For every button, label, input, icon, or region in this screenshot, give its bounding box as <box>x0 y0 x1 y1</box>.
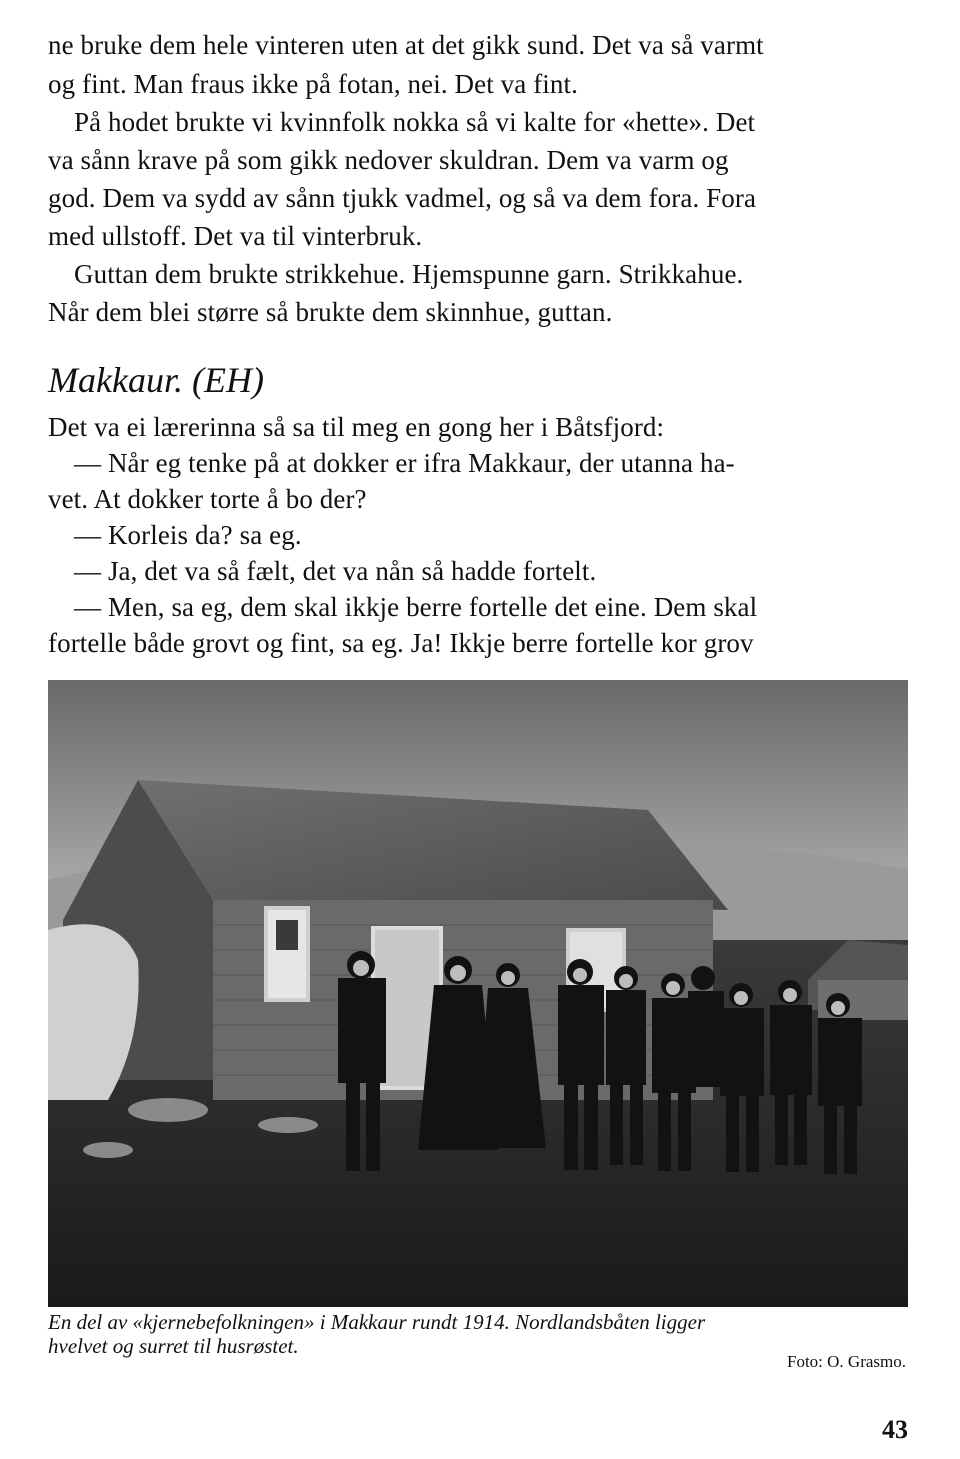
text-line: — Korleis da? sa eg. <box>74 520 302 550</box>
photo-caption: hvelvet og surret til husrøstet. <box>48 1334 299 1358</box>
photo-credit: Foto: O. Grasmo. <box>787 1352 906 1371</box>
text-line: Det va ei lærerinna så sa til meg en gong her i Båtsfjord: <box>48 412 665 442</box>
text-line: — Ja, det va så fælt, det va nån så hadde fortelt. <box>74 556 597 586</box>
text-line: vet. At dokker torte å bo der? <box>48 484 367 514</box>
text-line: ne bruke dem hele vinteren uten at det gikk sund. Det va så varmt <box>48 30 764 60</box>
text-line: — Når eg tenke på at dokker er ifra Makkaur, der utanna ha- <box>74 448 735 478</box>
text-line: god. Dem va sydd av sånn tjukk vadmel, og så va dem fora. Fora <box>48 183 757 213</box>
section-heading: Makkaur. (EH) <box>48 360 264 400</box>
text-line: Når dem blei større så brukte dem skinnhue, guttan. <box>48 297 613 327</box>
text-line: Guttan dem brukte strikkehue. Hjemspunne garn. Strikkahue. <box>74 259 744 289</box>
text-line: med ullstoff. Det va til vinterbruk. <box>48 221 423 251</box>
page-number: 43 <box>882 1415 908 1444</box>
text-line: va sånn krave på som gikk nedover skuldran. Dem va varm og <box>48 145 729 175</box>
text-line: fortelle både grovt og fint, sa eg. Ja! Ikkje berre fortelle kor grov <box>48 628 754 658</box>
historical-photograph <box>48 680 908 1307</box>
text-line: På hodet brukte vi kvinnfolk nokka så vi kalte for «hette». Det <box>74 107 756 137</box>
text-line: og fint. Man fraus ikke på fotan, nei. Det va fint. <box>48 69 578 99</box>
photo-caption: En del av «kjernebefolkningen» i Makkaur rundt 1914. Nordlandsbåten ligger <box>48 1310 706 1334</box>
text-line: — Men, sa eg, dem skal ikkje berre fortelle det eine. Dem skal <box>74 592 758 622</box>
